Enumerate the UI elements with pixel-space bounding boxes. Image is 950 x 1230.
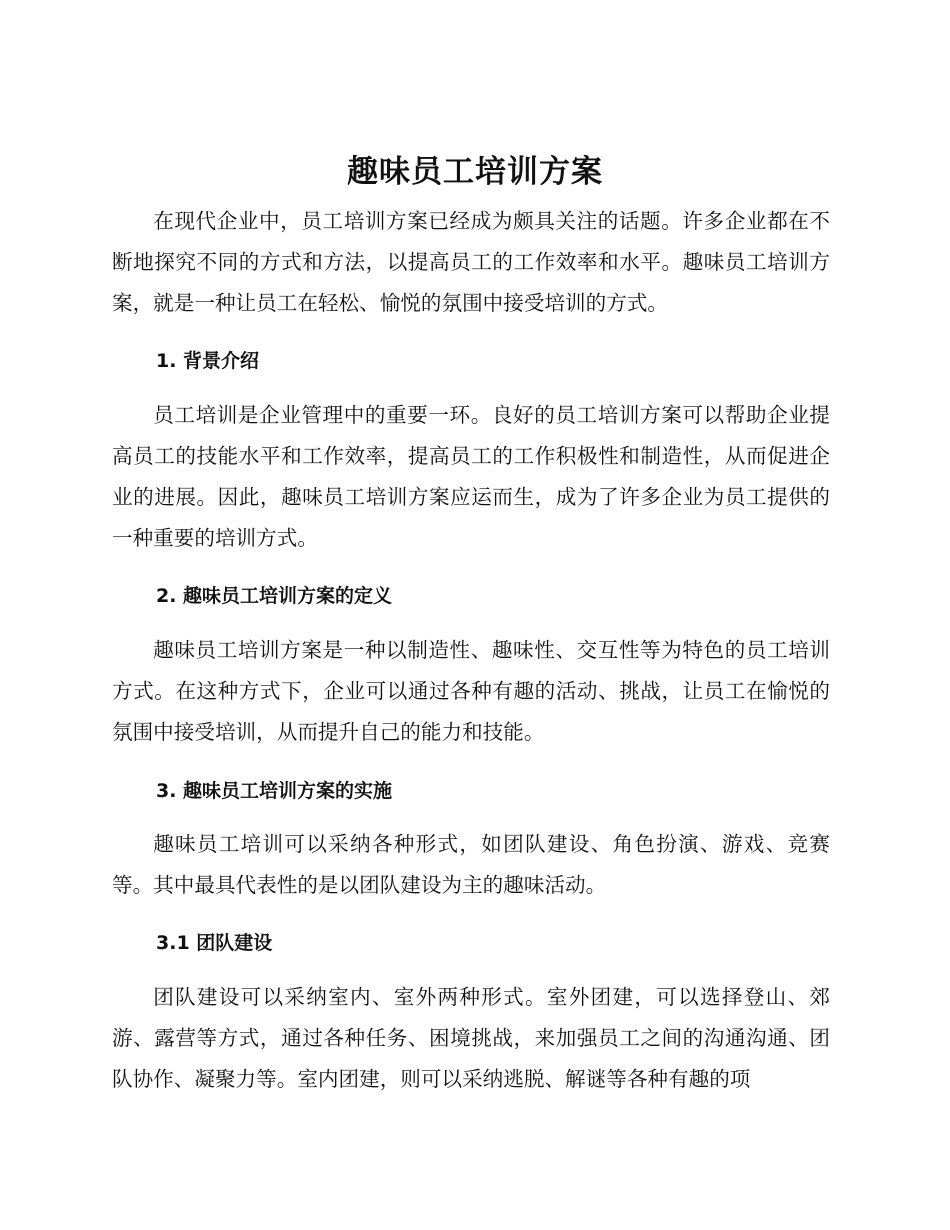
section-2-body-block [112, 630, 830, 753]
intro-paragraph: 在现代企业中，员工培训方案已经成为颇具关注的话题。许多企业都在不断地探究不同的方式和方法，以提高员工的工作效率和水平。趣味员工培训方案，就是一种让员工在轻松、愉悦的氛围中接受培训的方式。 [112, 209, 830, 315]
intro-block [112, 201, 830, 324]
document-title: 趣味员工培训方案 [347, 154, 603, 190]
section-3-heading-block [112, 777, 830, 805]
section-3-body-block [112, 824, 830, 906]
section-paragraph: 团队建设可以采纳室内、室外两种形式。室外团建，可以选择登山、郊游、露营等方式，通过各种任务、困境挑战，来加强员工之间的沟通沟通、团队协作、凝聚力等。室内团建，则可以采纳逃脱、解谜等各种有趣的项 [112, 985, 830, 1091]
section-heading: 2. 趣味员工培训方案的定义 [156, 585, 393, 607]
section-paragraph: 员工培训是企业管理中的重要一环。良好的员工培训方案可以帮助企业提高员工的技能水平和工作效率，提高员工的工作积极性和制造性，从而促进企业的进展。因此，趣味员工培训方案应运而生，成为了许多企业为员工提供的一种重要的培训方式。 [112, 403, 830, 550]
section-1-body-block [112, 395, 830, 559]
section-heading: 3.1 团队建设 [156, 932, 273, 954]
section-heading: 3. 趣味员工培训方案的实施 [156, 780, 393, 802]
section-1-heading-block [112, 347, 830, 375]
section-heading: 1. 背景介绍 [156, 350, 260, 372]
section-3-1-heading-block [112, 929, 830, 957]
section-paragraph: 趣味员工培训可以采纳各种形式，如团队建设、角色扮演、游戏、竞赛等。其中最具代表性的是以团队建设为主的趣味活动。 [112, 832, 830, 897]
section-3-1-body-block [112, 977, 830, 1100]
section-2-heading-block [112, 582, 830, 610]
section-paragraph: 趣味员工培训方案是一种以制造性、趣味性、交互性等为特色的员工培训方式。在这种方式下，企业可以通过各种有趣的活动、挑战，让员工在愉悦的氛围中接受培训，从而提升自己的能力和技能。 [112, 638, 830, 744]
